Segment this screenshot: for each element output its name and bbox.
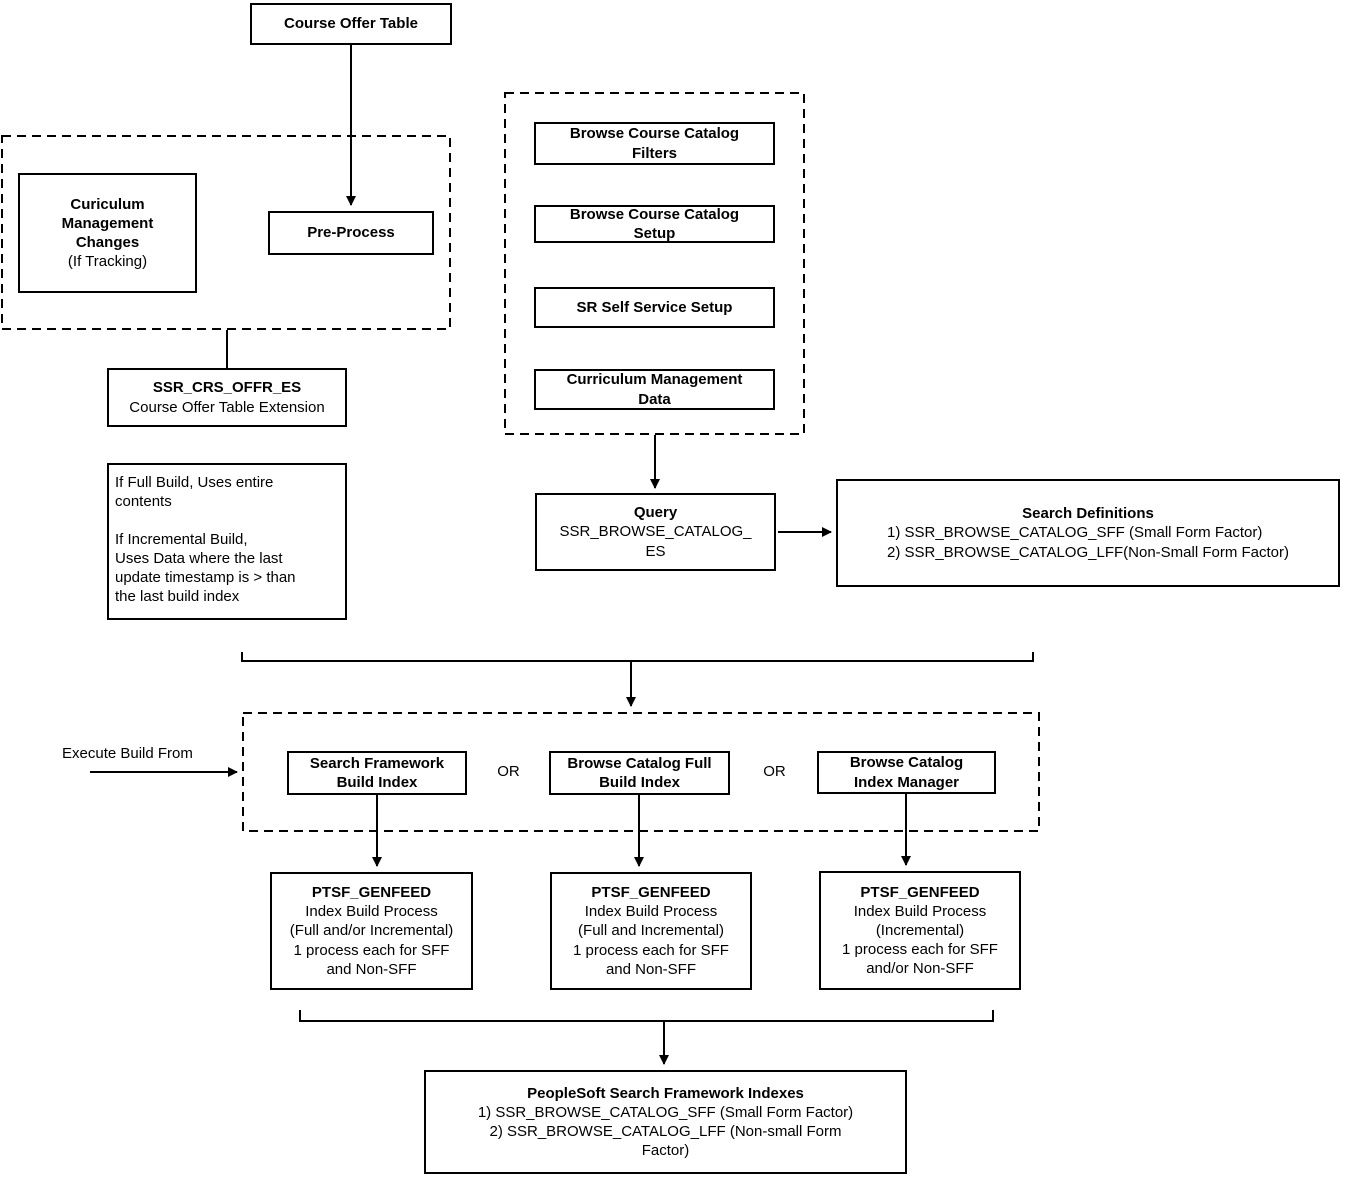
browse-catalog-full-build-index-box: Browse Catalog Full Build Index: [549, 751, 730, 795]
ptsf-genfeed-body-1: Index Build Process (Full and/or Incremental) 1 process each for SFF and Non-SFF: [289, 903, 454, 978]
query-subtitle: SSR_BROWSE_CATALOG_ ES: [559, 523, 752, 560]
browse-catalog-index-manager-box: Browse Catalog Index Manager: [817, 751, 996, 794]
bracket-top-collector: [242, 652, 1033, 661]
curriculum-changes-subtitle: (If Tracking): [67, 253, 148, 271]
ptsf-genfeed-body-2: Index Build Process (Full and Incremental) 1 process each for SFF and Non-SFF: [573, 903, 729, 978]
or-label-2: OR: [763, 763, 786, 780]
ptsf-genfeed-box-1: [270, 872, 473, 990]
ssr-crs-offr-es-title: SSR_CRS_OFFR_ES: [152, 379, 302, 397]
ssr-crs-offr-es-box: [107, 368, 347, 427]
ptsf-genfeed-body-3: Index Build Process (Incremental) 1 process each for SFF and/or Non-SFF: [842, 902, 998, 978]
query-box: [535, 493, 776, 571]
curriculum-changes-title: Curiculum Management Changes: [61, 195, 154, 251]
ptsf-genfeed-box-3: [819, 871, 1021, 990]
search-definitions-title: Search Definitions: [1022, 505, 1154, 523]
execute-build-from-label: Execute Build From: [62, 745, 193, 762]
curriculum-management-data-box: Curriculum Management Data: [534, 369, 775, 410]
framework-indexes-box: [424, 1070, 907, 1174]
curriculum-changes-box: [18, 173, 197, 293]
search-definitions-box: [836, 479, 1340, 587]
ptsf-genfeed-title-3: PTSF_GENFEED: [860, 883, 980, 901]
course-offer-table-box: Course Offer Table: [250, 3, 452, 45]
build-note-box: If Full Build, Uses entire contents If Incremental Build, Uses Data where the last update timestamp is > than the last build index: [107, 463, 347, 620]
sr-self-service-setup-box: SR Self Service Setup: [534, 287, 775, 328]
query-title: Query: [633, 504, 678, 522]
ptsf-genfeed-title-2: PTSF_GENFEED: [591, 884, 711, 902]
bracket-bottom-collector: [300, 1010, 993, 1021]
browse-course-catalog-setup-box: Browse Course Catalog Setup: [534, 205, 775, 243]
search-definitions-items: 1) SSR_BROWSE_CATALOG_SFF (Small Form Factor) 2) SSR_BROWSE_CATALOG_LFF(Non-Small Form Factor): [886, 524, 1290, 561]
framework-indexes-body: 1) SSR_BROWSE_CATALOG_SFF (Small Form Factor) 2) SSR_BROWSE_CATALOG_LFF (Non-small Form Factor): [477, 1103, 854, 1160]
browse-course-catalog-filters-box: Browse Course Catalog Filters: [534, 122, 775, 165]
ptsf-genfeed-box-2: [550, 872, 752, 990]
ssr-crs-offr-es-subtitle: Course Offer Table Extension: [129, 398, 325, 416]
ptsf-genfeed-title-1: PTSF_GENFEED: [311, 884, 432, 902]
framework-indexes-title: PeopleSoft Search Framework Indexes: [527, 1084, 804, 1102]
pre-process-box: Pre-Process: [268, 211, 434, 255]
search-framework-build-index-box: Search Framework Build Index: [287, 751, 467, 795]
or-label-1: OR: [497, 763, 520, 780]
